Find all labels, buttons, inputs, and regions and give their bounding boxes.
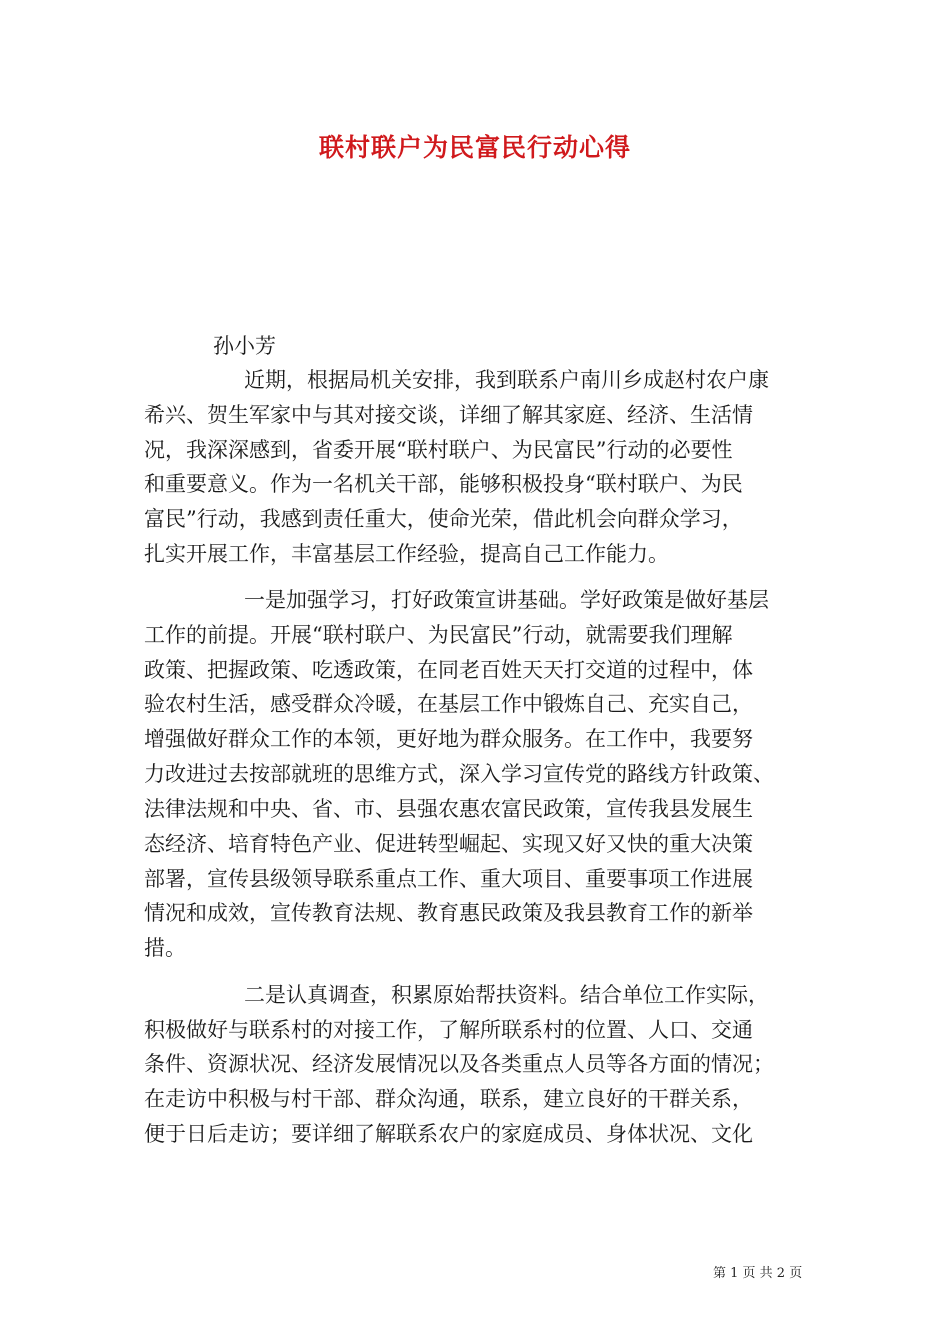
body-line: 验农村生活，感受群众冷暖，在基层工作中锻炼自己、充实自己，	[144, 692, 753, 716]
body-line: 一是加强学习，打好政策宣讲基础。学好政策是做好基层	[244, 588, 769, 612]
body-line: 二是认真调查，积累原始帮扶资料。结合单位工作实际，	[244, 983, 769, 1007]
body-line: 情况和成效，宣传教育法规、教育惠民政策及我县教育工作的新举	[144, 901, 753, 925]
author-name: 孙小芳	[213, 334, 276, 358]
body-line: 富民”行动，我感到责任重大，使命光荣，借此机会向群众学习，	[144, 507, 743, 531]
body-line: 措。	[144, 936, 186, 960]
body-line: 希兴、贺生军家中与其对接交谈，详细了解其家庭、经济、生活情	[144, 403, 753, 427]
body-line: 力改进过去按部就班的思维方式，深入学习宣传党的路线方针政策、	[144, 762, 774, 786]
body-line: 工作的前提。开展“联村联户、为民富民”行动，就需要我们理解	[144, 623, 733, 647]
body-line: 条件、资源状况、经济发展情况以及各类重点人员等各方面的情况；	[144, 1052, 774, 1076]
body-line: 态经济、培育特色产业、促进转型崛起、实现又好又快的重大决策	[144, 832, 753, 856]
document-title: 联村联户为民富民行动心得	[318, 133, 631, 162]
body-line: 近期，根据局机关安排，我到联系户南川乡成赵村农户康	[244, 368, 769, 392]
body-line: 况，我深深感到，省委开展“联村联户、为民富民”行动的必要性	[144, 438, 733, 462]
body-line: 部署，宣传县级领导联系重点工作、重大项目、重要事项工作进展	[144, 867, 753, 891]
body-line: 便于日后走访；要详细了解联系农户的家庭成员、身体状况、文化	[144, 1122, 753, 1146]
page-footer: 第 1 页 共 2 页	[713, 1266, 803, 1281]
body-line: 政策、把握政策、吃透政策，在同老百姓天天打交道的过程中，体	[144, 658, 753, 682]
body-line: 法律法规和中央、省、市、县强农惠农富民政策，宣传我县发展生	[144, 797, 753, 821]
body-line: 增强做好群众工作的本领，更好地为群众服务。在工作中，我要努	[144, 727, 753, 751]
body-line: 扎实开展工作，丰富基层工作经验，提高自己工作能力。	[144, 542, 669, 566]
body-line: 在走访中积极与村干部、群众沟通，联系，建立良好的干群关系，	[144, 1087, 753, 1111]
body-line: 和重要意义。作为一名机关干部，能够积极投身“联村联户、为民	[144, 472, 743, 496]
body-line: 积极做好与联系村的对接工作，了解所联系村的位置、人口、交通	[144, 1018, 753, 1042]
